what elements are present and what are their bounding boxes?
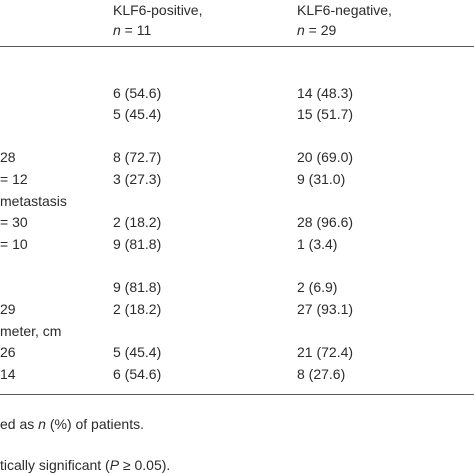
row-label: 29 (0, 301, 16, 317)
row-label: = 30 (0, 214, 28, 230)
footnote-significance (0, 456, 170, 474)
row-label: = 10 (0, 236, 28, 252)
cell-positive: 8 (72.7) (113, 149, 162, 165)
cell-negative: 8 (27.6) (297, 366, 346, 382)
cell-negative: 2 (6.9) (297, 279, 338, 295)
table-bottom-rule (0, 394, 474, 395)
footnote-italic-p: P (109, 457, 120, 473)
header-klf6-positive: KLF6-positive, (113, 2, 203, 18)
footnote-data-format (0, 415, 144, 433)
header-n-label: n (297, 22, 305, 38)
footnote-text: tically significant ( (0, 457, 110, 473)
cell-positive: 9 (81.8) (113, 279, 162, 295)
cell-positive: 3 (27.3) (113, 171, 162, 187)
cell-positive: 6 (54.6) (113, 85, 162, 101)
cell-positive: 2 (18.2) (113, 214, 162, 230)
cell-negative: 21 (72.4) (297, 344, 354, 360)
footnote-text: (%) of patients. (45, 416, 144, 432)
header-divider (0, 46, 474, 47)
header-klf6-negative-n (297, 21, 336, 39)
cell-negative: 1 (3.4) (297, 236, 338, 252)
header-klf6-negative: KLF6-negative, (297, 2, 392, 18)
row-label: = 12 (0, 171, 28, 187)
cell-negative: 20 (69.0) (297, 149, 354, 165)
cell-positive: 5 (45.4) (113, 344, 162, 360)
row-label: 14 (0, 366, 16, 382)
row-label: 28 (0, 149, 16, 165)
cell-negative: 15 (51.7) (297, 106, 354, 122)
header-n-value: = 29 (304, 22, 337, 38)
header-n-label: n (113, 22, 121, 38)
cell-negative: 28 (96.6) (297, 214, 354, 230)
cell-positive: 9 (81.8) (113, 236, 162, 252)
row-label: 26 (0, 344, 16, 360)
cell-negative: 27 (93.1) (297, 301, 354, 317)
cell-positive: 5 (45.4) (113, 106, 162, 122)
cell-positive: 6 (54.6) (113, 366, 162, 382)
header-n-value: = 11 (120, 22, 152, 38)
cell-positive: 2 (18.2) (113, 301, 162, 317)
cell-negative: 9 (31.0) (297, 171, 346, 187)
footnote-text: ≥ 0.05). (119, 457, 171, 473)
footnote-italic-n: n (38, 416, 46, 432)
row-label: metastasis (0, 193, 67, 209)
cell-negative: 14 (48.3) (297, 85, 354, 101)
footnote-text: ed as (0, 416, 39, 432)
row-label: meter, cm (0, 323, 62, 339)
header-klf6-positive-n (113, 21, 151, 39)
